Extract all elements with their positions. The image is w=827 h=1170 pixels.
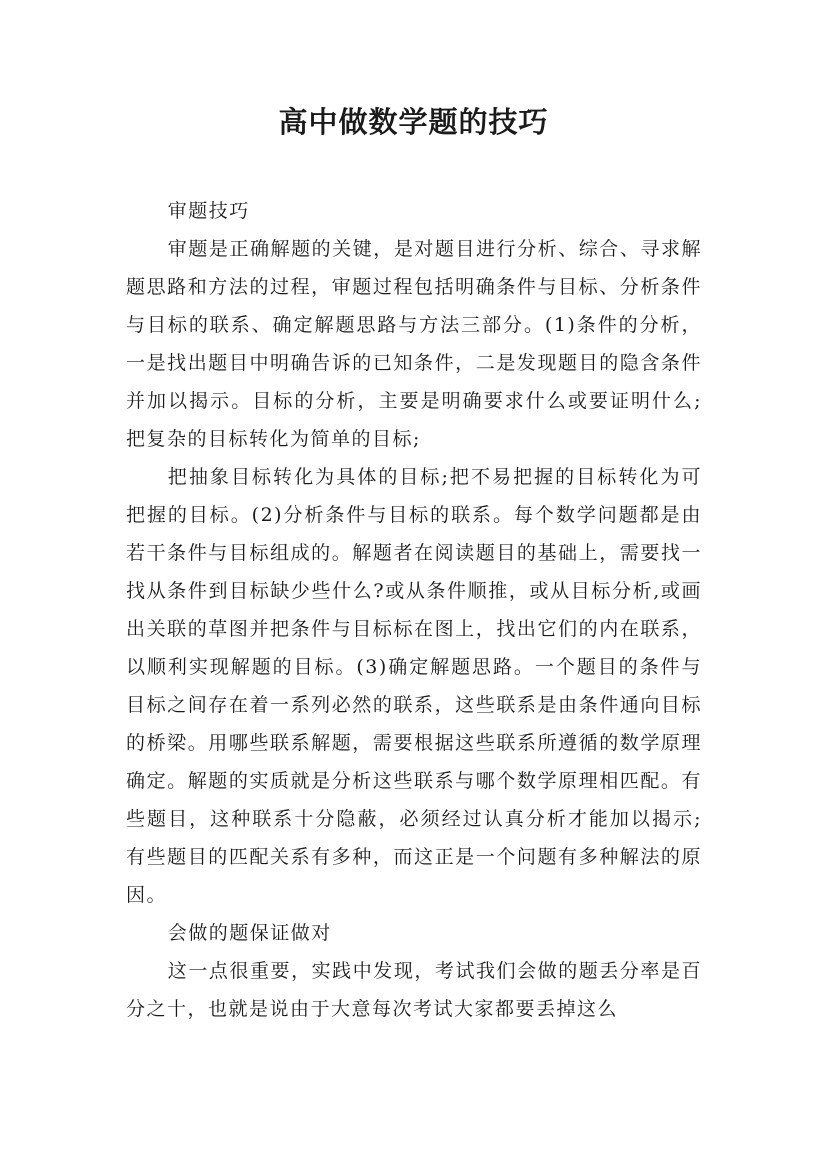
- document-title: 高中做数学题的技巧: [278, 105, 549, 139]
- section-heading-accuracy: 会做的题保证做对: [167, 922, 332, 944]
- section-heading-review-skills: 审题技巧: [167, 200, 250, 222]
- paragraph-analysis-steps: 把抽象目标转化为具体的目标;把不易把握的目标转化为可把握的目标。(2)分析条件与目标的联系。每个数学问题都是由若干条件与目标组成的。解题者在阅读题目的基础上，需要找一找从条件到目标缺少些什么?或从条件顺推，或从目标分析,或画出关联的草图并把条件与目标标在图上，找出它们的内在联系，以顺利实现解题的目标。(3)确定解题思路。一个题目的条件与目标之间存在着一系列必然的联系，这些联系是由条件通向目标的桥梁。用哪些联系解题，需要根据这些联系所遵循的数学原理确定。解题的实质就是分析这些联系与哪个数学原理相匹配。有些题目，这种联系十分隐蔽，必须经过认真分析才能加以揭示;有些题目的匹配关系有多种，而这正是一个问题有多种解法的原因。: [126, 466, 702, 906]
- paragraph-review-overview: 审题是正确解题的关键，是对题目进行分析、综合、寻求解题思路和方法的过程，审题过程包括明确条件与目标、分析条件与目标的联系、确定解题思路与方法三部分。(1)条件的分析，一是找出题目中明确告诉的已知条件，二是发现题目的隐含条件并加以揭示。目标的分析，主要是明确要求什么或要证明什么;把复杂的目标转化为简单的目标;: [126, 238, 702, 450]
- document-body: [126, 192, 702, 1028]
- paragraph-accuracy: 这一点很重要，实践中发现，考试我们会做的题丢分率是百分之十，也就是说由于大意每次考试大家都要丢掉这么: [126, 960, 702, 1020]
